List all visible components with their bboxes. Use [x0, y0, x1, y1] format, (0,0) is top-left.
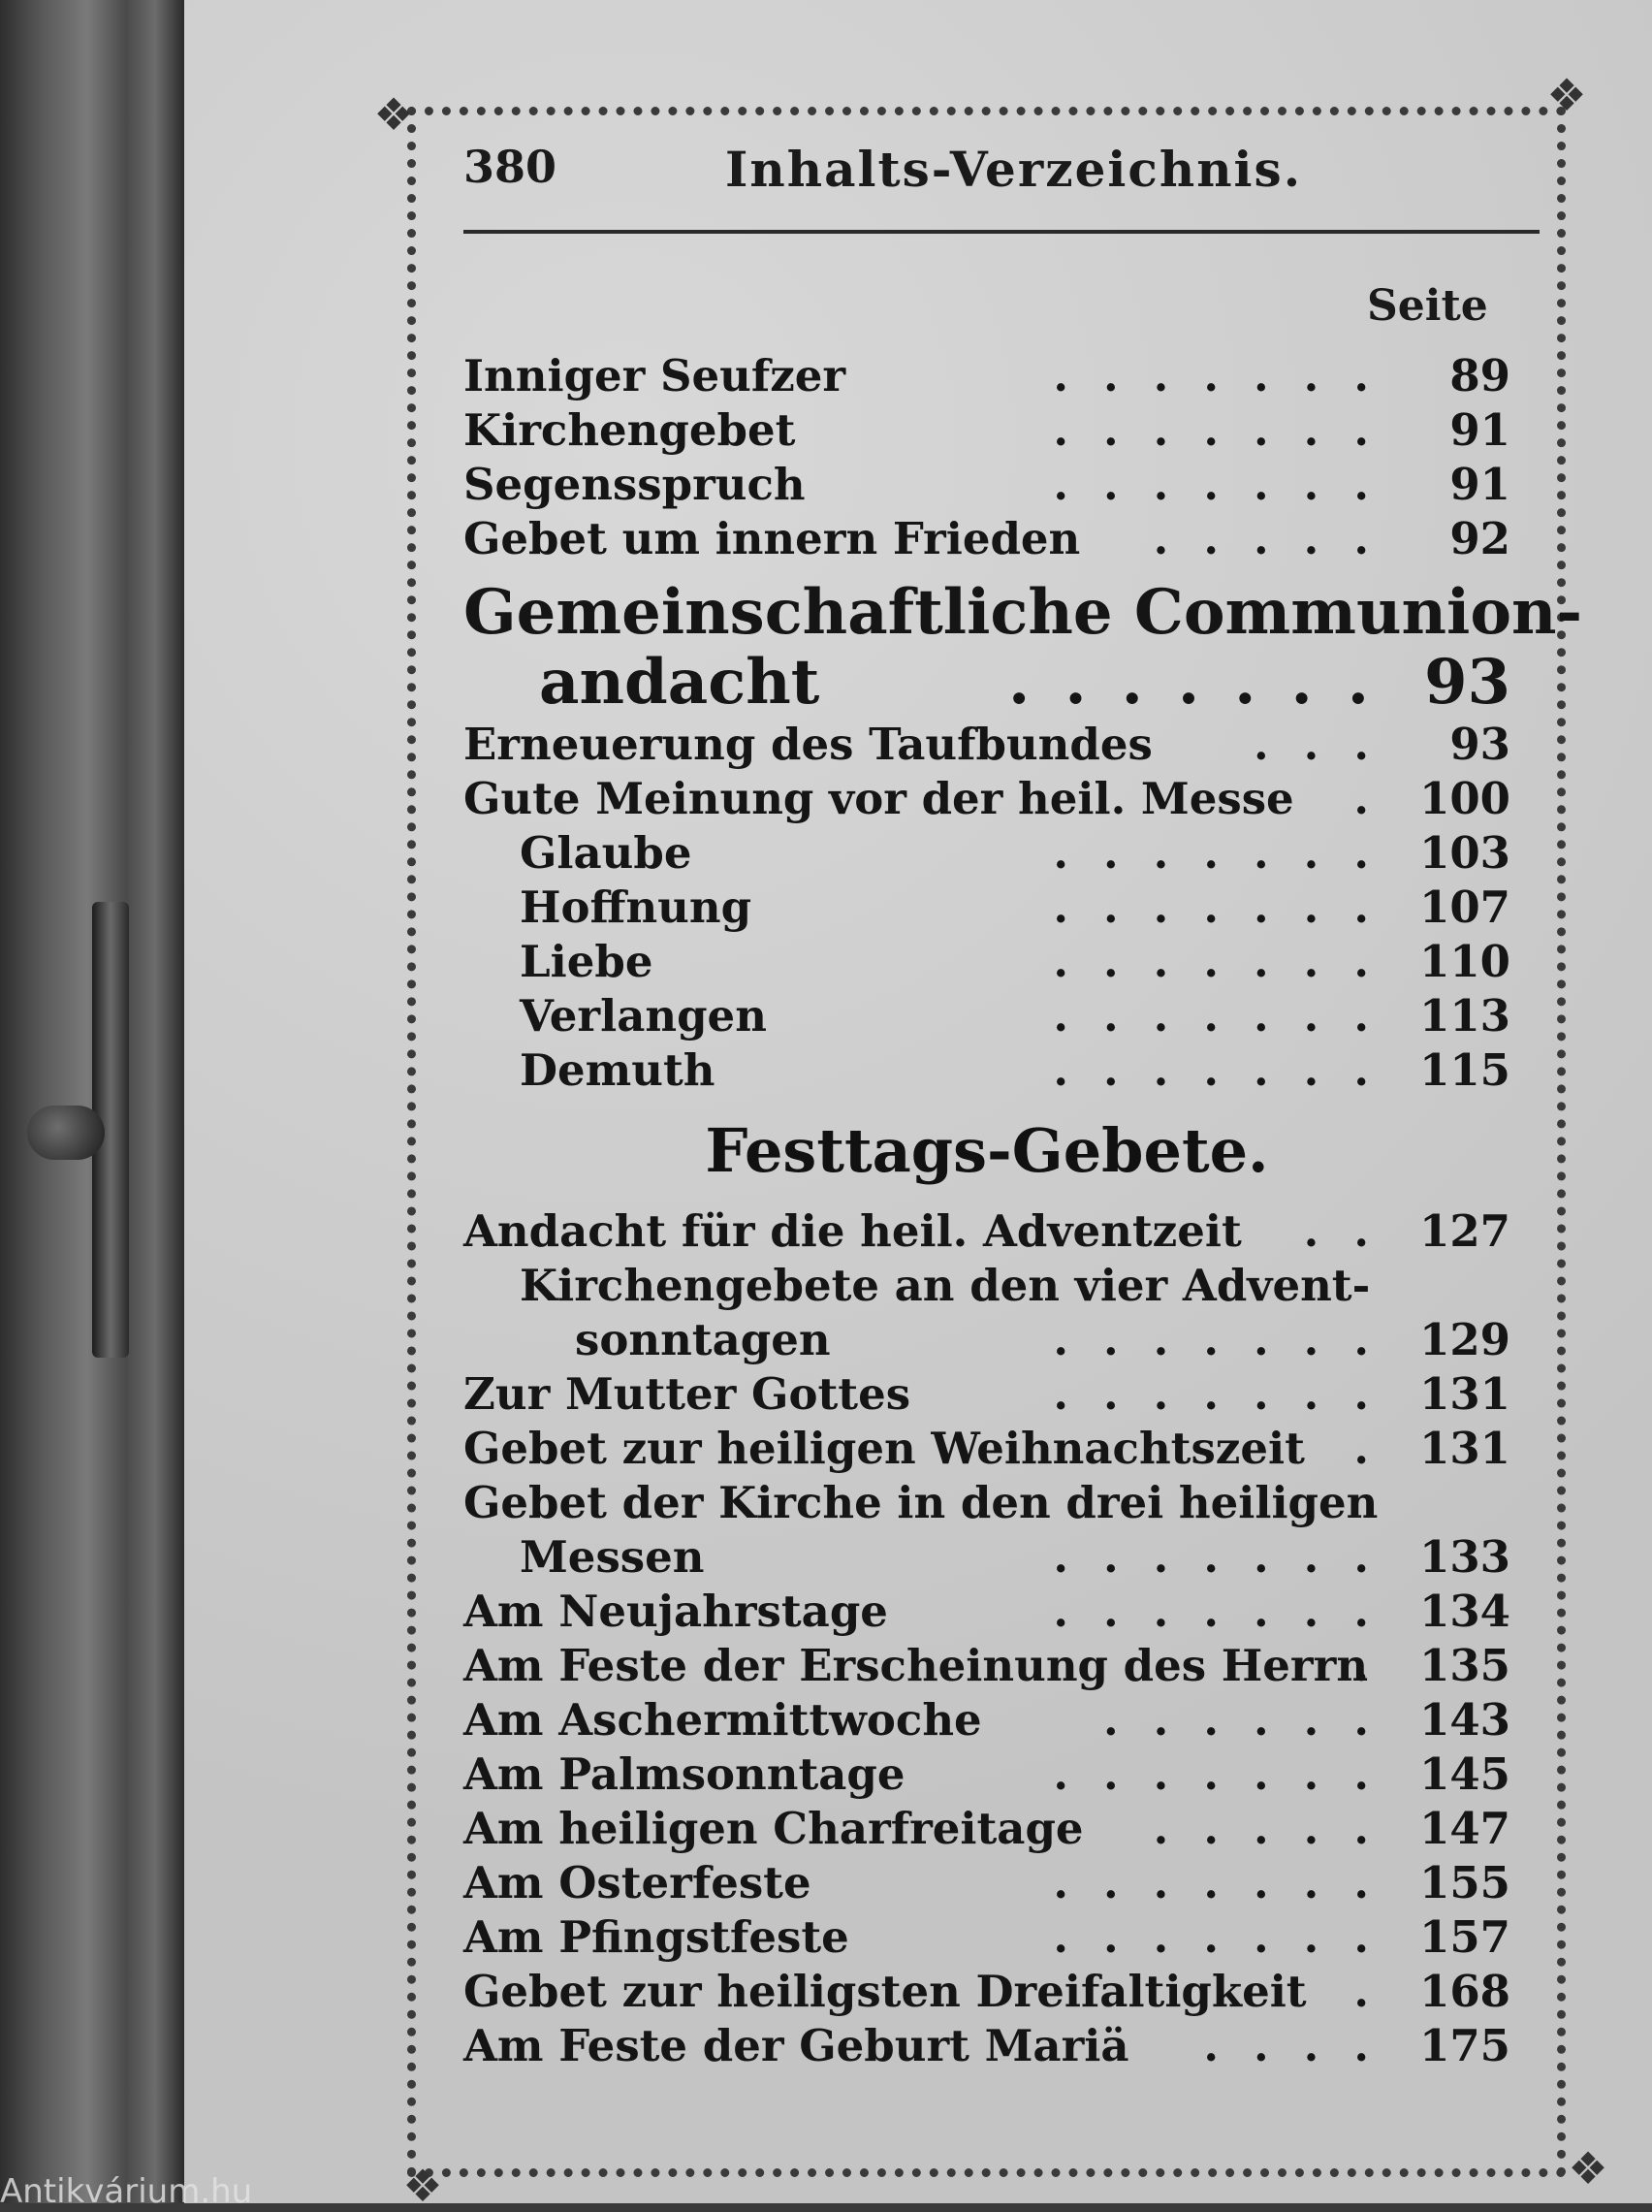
toc-title: Gebet um innern Frieden: [463, 513, 1081, 564]
toc-entry: [463, 1476, 1510, 1530]
toc-title: sonntagen: [575, 1314, 831, 1365]
page-title: Inhalts-Verzeichnis.: [725, 141, 1303, 198]
toc-page: 115: [1419, 1044, 1510, 1096]
ornament-corner-icon: ❖: [402, 2160, 443, 2212]
toc-page: 131: [1419, 1368, 1510, 1420]
toc-entry: [463, 1693, 1510, 1747]
toc-title: Am Pfingstfeste: [463, 1911, 849, 1963]
toc-page: 155: [1419, 1857, 1510, 1908]
toc-title: Gebet zur heiligen Weihnachtszeit: [463, 1423, 1305, 1474]
toc-entry: [463, 1910, 1510, 1965]
toc-title: Gebet der Kirche in den drei heiligen: [463, 1477, 1379, 1528]
toc-entry: [463, 881, 1510, 935]
section-heading: Festtags-Gebete.: [705, 1115, 1269, 1186]
leader-dots: .......: [1053, 459, 1404, 510]
leader-dots: .: [1353, 773, 1404, 824]
leader-dots: ...: [1254, 719, 1404, 770]
toc-title: Am heiligen Charfreitage: [463, 1803, 1084, 1854]
toc-title: Am Osterfeste: [463, 1857, 811, 1908]
toc-entry: [463, 1259, 1510, 1313]
toc-entry: [463, 1856, 1510, 1910]
table-of-contents: [463, 349, 1583, 2073]
ornament-corner-icon: ❖: [373, 88, 414, 141]
toc-big-entry-line1: Gemeinschaftliche Communion-: [463, 576, 1583, 649]
toc-title: Messen: [520, 1531, 705, 1583]
toc-page: 103: [1419, 827, 1510, 879]
toc-page: 175: [1419, 2020, 1510, 2071]
toc-entry: [463, 826, 1510, 881]
leader-dots: .......: [1053, 1368, 1404, 1420]
toc-title: Kirchengebet: [463, 404, 796, 456]
toc-title: Segensspruch: [463, 459, 806, 510]
watermark: Antikvárium.hu: [0, 2172, 253, 2211]
toc-title: Demuth: [520, 1044, 715, 1096]
toc-title: Kirchengebete an den vier Advent-: [520, 1260, 1371, 1311]
toc-title: Inniger Seufzer: [463, 350, 846, 401]
toc-title: Erneuerung des Taufbundes: [463, 719, 1153, 770]
toc-entry: [463, 1585, 1510, 1639]
toc-title: Am Neujahrstage: [463, 1586, 888, 1637]
toc-title: Hoffnung: [520, 882, 752, 933]
toc-page: 93: [1423, 646, 1510, 719]
leader-dots: .......: [1053, 1911, 1404, 1963]
leader-dots: .......: [1053, 1857, 1404, 1908]
toc-entry: [463, 349, 1510, 403]
toc-page: 145: [1419, 1748, 1510, 1800]
toc-group-a: [463, 349, 1510, 566]
toc-entry: [463, 1313, 1510, 1367]
toc-entry: [463, 1367, 1510, 1422]
toc-entry: [463, 2019, 1510, 2073]
toc-title: Andacht für die heil. Adventzeit: [463, 1205, 1242, 1257]
toc-page: 92: [1449, 513, 1510, 564]
toc-entry: [463, 1204, 1510, 1259]
leader-dots: ..: [1303, 1205, 1404, 1257]
leader-dots: .......: [1053, 827, 1404, 879]
toc-page: 127: [1419, 1205, 1510, 1257]
page-header: [463, 141, 1540, 238]
toc-page: 129: [1419, 1314, 1510, 1365]
toc-entry: [463, 1747, 1510, 1802]
toc-entry: [463, 1530, 1510, 1585]
toc-title: Zur Mutter Gottes: [463, 1368, 911, 1420]
toc-entry: [463, 718, 1510, 772]
toc-page: 91: [1449, 459, 1510, 510]
toc-entry: [463, 989, 1510, 1043]
toc-title: Am Aschermittwoche: [463, 1694, 982, 1746]
toc-page: 91: [1449, 404, 1510, 456]
toc-entry: [463, 1639, 1510, 1693]
toc-page: 89: [1449, 350, 1510, 401]
leader-dots: .: [1353, 1640, 1404, 1691]
toc-entry: [463, 1422, 1510, 1476]
toc-page: 147: [1419, 1803, 1510, 1854]
toc-entry: [463, 1043, 1510, 1098]
toc-title: Gebet zur heiligsten Dreifaltigkeit: [463, 1966, 1307, 2017]
toc-page: 110: [1419, 936, 1510, 987]
page-number: 380: [463, 141, 557, 193]
leader-dots: .......: [1053, 936, 1404, 987]
leader-dots: .......: [1053, 990, 1404, 1042]
toc-title: Am Feste der Geburt Mariä: [463, 2020, 1129, 2071]
toc-page: 131: [1419, 1423, 1510, 1474]
toc-page: 100: [1419, 773, 1510, 824]
leader-dots: .......: [1053, 1748, 1404, 1800]
toc-entry: [463, 458, 1510, 512]
toc-entry: [463, 1965, 1510, 2019]
toc-page: 135: [1419, 1640, 1510, 1691]
toc-group-b: [463, 718, 1510, 1098]
leader-dots: .......: [1053, 1044, 1404, 1096]
toc-page: 133: [1419, 1531, 1510, 1583]
leader-dots: .......: [1053, 350, 1404, 401]
toc-page: 107: [1419, 882, 1510, 933]
leader-dots: .......: [1053, 1586, 1404, 1637]
leader-dots: ......: [1103, 1694, 1404, 1746]
toc-big-entry-line2: andacht ....... 93: [539, 646, 1510, 719]
toc-entry: [463, 403, 1510, 458]
toc-entry: [463, 772, 1510, 826]
ornament-corner-icon: ❖: [1568, 2142, 1608, 2195]
header-rule: [463, 230, 1540, 234]
toc-page: 134: [1419, 1586, 1510, 1637]
toc-entry: [463, 935, 1510, 989]
toc-title: Am Palmsonntage: [463, 1748, 905, 1800]
toc-title: Am Feste der Erscheinung des Herrn: [463, 1640, 1369, 1691]
toc-title: Verlangen: [520, 990, 767, 1042]
toc-page: 93: [1449, 719, 1510, 770]
toc-page: 157: [1419, 1911, 1510, 1963]
toc-title: Gute Meinung vor der heil. Messe: [463, 773, 1294, 824]
leader-dots: .: [1353, 1966, 1404, 2017]
toc-page: 168: [1419, 1966, 1510, 2017]
toc-page: 143: [1419, 1694, 1510, 1746]
leader-dots: .......: [1053, 882, 1404, 933]
toc-group-c: [463, 1204, 1510, 2073]
ornament-corner-icon: ❖: [1546, 69, 1587, 121]
leader-dots: .......: [1053, 1531, 1404, 1583]
clasp-knob: [27, 1106, 105, 1160]
leader-dots: .: [1353, 1423, 1404, 1474]
toc-entry: [463, 512, 1510, 566]
leader-dots: ....: [1203, 2020, 1404, 2071]
leader-dots: .....: [1153, 1803, 1404, 1854]
toc-title: Glaube: [520, 827, 692, 879]
leader-dots: .......: [1053, 404, 1404, 456]
leader-dots: .....: [1153, 513, 1404, 564]
toc-entry: [463, 1802, 1510, 1856]
toc-title: Liebe: [520, 936, 653, 987]
column-label-seite: Seite: [1367, 281, 1488, 331]
toc-page: 113: [1419, 990, 1510, 1042]
leader-dots: .......: [1053, 1314, 1404, 1365]
